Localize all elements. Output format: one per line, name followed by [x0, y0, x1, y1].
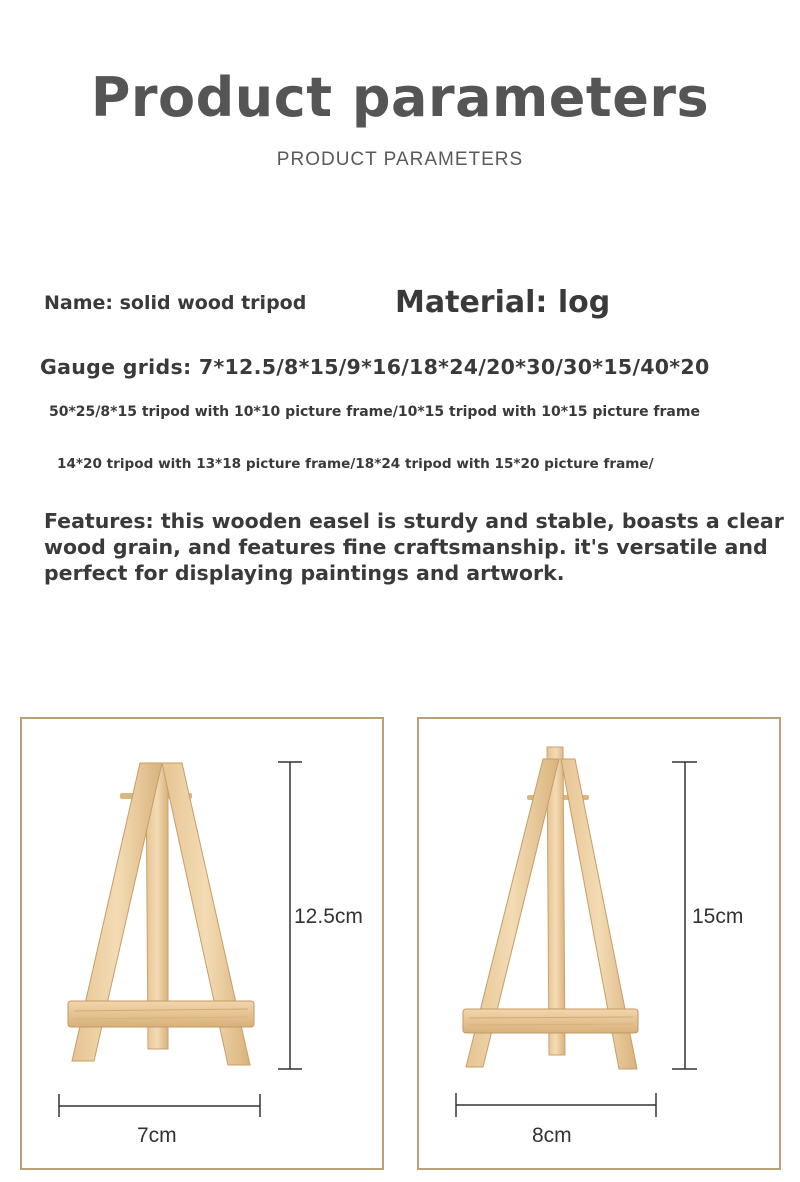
spec-sizes-line-1: 50*25/8*15 tripod with 10*10 picture frame/10*15 tripod with 10*15 picture frame [49, 404, 700, 420]
product-image-small [20, 717, 384, 1170]
spec-features: Features: this wooden easel is sturdy and stable, boasts a clear wood grain, and features fine craftsmanship. it's versatile and perfect for displaying paintings and artwork. [44, 509, 784, 585]
width-label: 8cm [532, 1124, 572, 1147]
height-label: 15cm [692, 905, 744, 928]
product-image-medium [417, 717, 781, 1170]
page-title: Product parameters [90, 66, 710, 129]
spec-gauge: Gauge grids: 7*12.5/8*15/9*16/18*24/20*30/30*15/40*20 [40, 355, 710, 379]
easel-medium-illustration [419, 719, 783, 1172]
width-label: 7cm [137, 1124, 177, 1147]
page-subtitle: PRODUCT PARAMETERS [276, 149, 524, 170]
spec-name: Name: solid wood tripod [44, 292, 307, 314]
easel-small-illustration [22, 719, 386, 1172]
spec-sizes-line-2: 14*20 tripod with 13*18 picture frame/18*24 tripod with 15*20 picture frame/ [57, 456, 654, 472]
spec-material: Material: log [395, 285, 611, 320]
height-label: 12.5cm [294, 905, 363, 928]
